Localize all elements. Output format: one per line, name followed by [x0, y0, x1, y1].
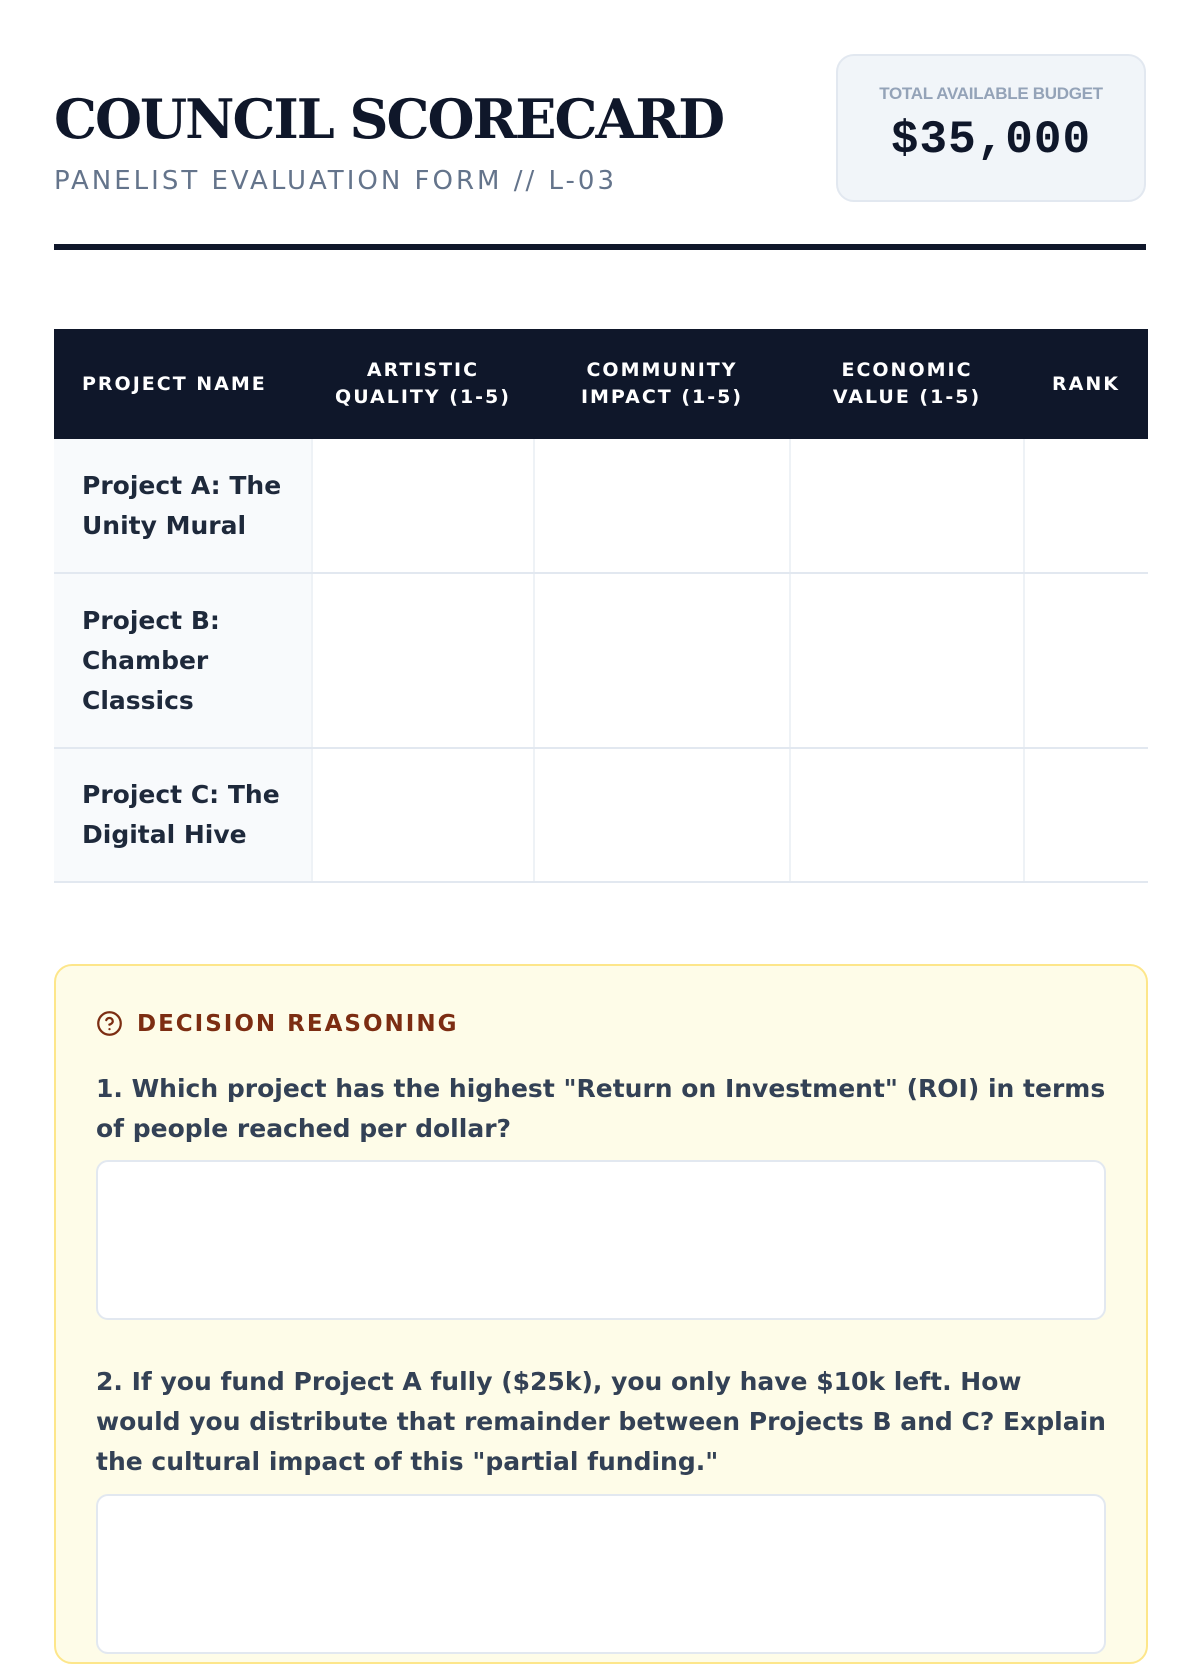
project-name-cell: Project C: The Digital Hive	[54, 748, 312, 882]
answer-1-textarea[interactable]	[96, 1160, 1106, 1320]
economic-score-cell[interactable]	[790, 748, 1024, 882]
artistic-score-cell[interactable]	[312, 748, 534, 882]
table-row	[54, 573, 1148, 748]
economic-score-cell[interactable]	[790, 439, 1024, 573]
question-2: 2. If you fund Project A fully ($25k), you only have $10k left. How would you distribute that remainder between Projects B and C? Explain the cultural impact of this "partial funding."	[96, 1367, 1106, 1476]
project-name-text: Project B: Chamber Classics	[82, 605, 220, 715]
table-row	[54, 748, 1148, 882]
reasoning-title: DECISION REASONING	[137, 1010, 459, 1037]
score-table	[54, 329, 1148, 883]
rank-cell[interactable]	[1024, 748, 1148, 882]
reasoning-header	[96, 1010, 458, 1037]
artistic-score-cell[interactable]	[312, 439, 534, 573]
question-1: 1. Which project has the highest "Return on Investment" (ROI) in terms of people reached per dollar?	[96, 1074, 1106, 1143]
table-row	[54, 439, 1148, 573]
budget-card	[836, 54, 1146, 202]
community-score-cell[interactable]	[534, 748, 790, 882]
rank-cell[interactable]	[1024, 439, 1148, 573]
artistic-score-cell[interactable]	[312, 573, 534, 748]
page-subtitle: PANELIST EVALUATION FORM // L-03	[54, 166, 617, 196]
table-header-row	[54, 329, 1148, 439]
column-header-economic-value: ECONOMIC VALUE (1-5)	[790, 329, 1024, 439]
community-score-cell[interactable]	[534, 573, 790, 748]
budget-value: $35,000	[890, 114, 1092, 166]
project-name-cell: Project A: The Unity Mural	[54, 439, 312, 573]
economic-score-cell[interactable]	[790, 573, 1024, 748]
column-header-project-name: PROJECT NAME	[54, 329, 312, 439]
project-name-cell	[54, 573, 312, 748]
column-header-rank: RANK	[1024, 329, 1148, 439]
column-header-community-impact: COMMUNITY IMPACT (1-5)	[534, 329, 790, 439]
community-score-cell[interactable]	[534, 439, 790, 573]
rank-cell[interactable]	[1024, 573, 1148, 748]
decision-reasoning-panel	[54, 964, 1148, 1664]
budget-label: TOTAL AVAILABLE BUDGET	[879, 84, 1103, 103]
page-header	[54, 0, 1146, 250]
help-circle-icon	[96, 1010, 123, 1037]
answer-2-textarea[interactable]	[96, 1494, 1106, 1654]
column-header-artistic-quality: ARTISTIC QUALITY (1-5)	[312, 329, 534, 439]
page-title: COUNCIL SCORECARD	[54, 87, 724, 151]
